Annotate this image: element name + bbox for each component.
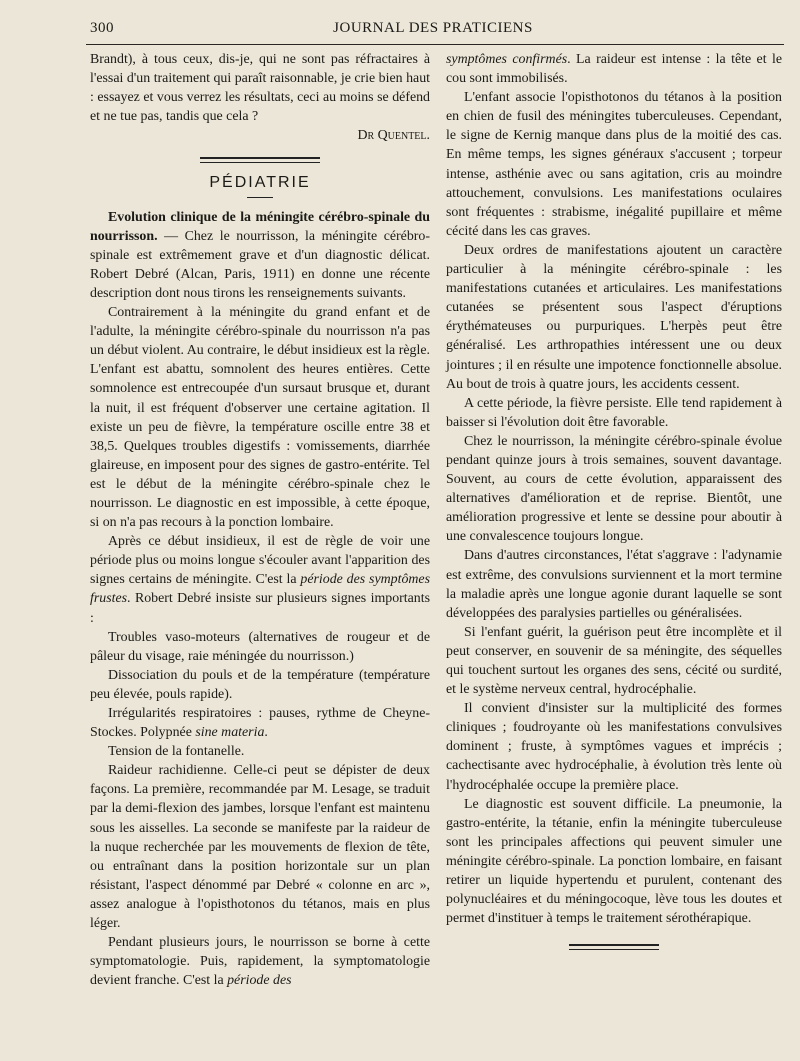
paragraph: L'enfant associe l'opisthotonos du tétanos à la position en chien de fusil des méningites tuberculeuses. Cependant, le signe de Kernig manque dans plus de la moitié des cas. En même temps, les signes généraux s'accusent ; torpeur intense, asthénie avec ou sans agitation, cris au moindre attouchement, convulsions. Les manifestations oculaires sont fréquentes : strabisme, inégalité pupillaire et même cécité dans les cas graves. [446,90,782,239]
italic-phrase: symptômes confirmés [446,52,568,67]
paragraph: Pendant plusieurs jours, le nourrisson se borne à cette symptomatologie. Puis, rapidement, la symptomatologie devient franche. C'est la période des [90,935,430,989]
paragraph: Raideur rachidienne. Celle-ci peut se dépister de deux façons. La première, recommandée par M. Lesage, se traduit par la demi-flexion des jambes, lorsque l'enfant est maintenu sous les aisselles. La seconde se manifeste par la raideur de la nuque recherchée par les mouvements de flexion de tête, ou entraînant dans la position horizontale sur un plan résistant, l'aspect dénommé par Debré « colonne en arc », assez analogue à l'opisthotonos du tétanos, mais en plus léger. [90,763,430,932]
paragraph: Deux ordres de manifestations ajoutent un caractère particulier à la méningite cérébro-spinale : les manifestations cutanées et articulaires. Les manifestations cutanées se présentent sous l'aspect d'éruptions érythémateuses ou purpuriques. L'herpès peut être généralisé. Les arthropathies intéressent une ou deux jointures ; il en résulte une impotence fonctionnelle absolue. Au bout de trois à quatre jours, les accidents cessent. [446,242,782,392]
paragraph: Après ce début insidieux, il est de règle de voir une période plus ou moins longue s'écouler avant l'apparition des signes certains de méningite. C'est la période des symptômes frustes. Robert Debré insiste sur plusieurs signes importants : [90,534,430,626]
section-title: PÉDIATRIE [209,174,311,192]
paragraph: Dans d'autres circonstances, l'état s'aggrave : l'adynamie est extrême, des convulsions surviennent et la mort termine la maladie après une longue agonie durant laquelle se sont développées des paralysies partielles ou généralisées. [446,548,782,621]
left-column [90,50,430,990]
paragraph: symptômes confirmés. La raideur est intense : la tête et le cou sont immobilisés. [446,52,783,87]
section-divider [200,157,320,163]
paragraph: Troubles vaso-moteurs (alternatives de rougeur et de pâleur du visage, raie méningée du nourrisson.) [90,629,430,664]
paragraph: Dissociation du pouls et de la température (température peu élevée, pouls rapide). [90,667,430,702]
header-rule [86,44,784,45]
paragraph: Le diagnostic est souvent difficile. La pneumonie, la gastro-entérite, la tétanie, enfin la méningite tuberculeuse sont les principales affections qui peuvent simuler une méningite cérébro-spinale. La ponction lombaire, en faisant retirer un liquide hypertendu et purulent, contenant des polynucléaires et du méningocoque, lève tous les doutes et permet d'instituer à temps le traitement sérothérapique. [446,796,782,927]
section-underline [247,197,273,198]
paragraph: Irrégularités respiratoires : pauses, rythme de Cheyne-Stockes. Polypnée sine materia. [90,706,430,741]
page-number: 300 [90,20,114,36]
article-lead: — Chez le nourrisson, la méningite cérébro-spinale est extrêmement grave et d'un diagnostic délicat. Robert Debré (Alcan, Paris, 1911) en donne une récente description dont nous tirons les renseignements suivants. [90,228,430,301]
end-divider [569,944,659,950]
italic-phrase: période des symptômes frustes [90,572,430,607]
italic-phrase: période des [227,973,292,989]
page-header [84,20,782,40]
paragraph: Chez le nourrisson, la méningite cérébro-spinale évolue pendant quinze jours à trois semaines, souvent davantage. Souvent, au cours de cette évolution, apparaissent des alternatives d'amélioration et de reprise. Bientôt, une amélioration progressive et lente se dessine pour aboutir à une convalescence toujours longue. [446,433,782,545]
paragraph: Contrairement à la méningite du grand enfant et de l'adulte, la méningite cérébro-spinale du nourrisson n'a pas un début violent. Au contraire, le début insidieux est la règle. L'enfant est abattu, somnolent des heures entières. Cette somnolence est entrecoupée d'un sursaut brusque et, durant la nuit, il est fréquent d'observer une certaine agitation. Il existe un peu de fièvre, la température oscille entre 38 et 38,5. Quelques troubles digestifs : vomissements, diarrhée glaireuse, en imposent pour des signes de gastro-entérite. Tel est le début de la méningite cérébro-spinale chez le nourrisson. Le diagnostic en est impossible, à cette époque, si on n'a pas recours à la ponction lombaire. [90,305,430,531]
paragraph: Si l'enfant guérit, la guérison peut être incomplète et il peut conserver, en souvenir de sa méningite, des séquelles qui touchent surtout les organes des sens, cécité ou surdité, et le système nerveux central, hydrocéphalie. [446,624,782,698]
signature: Dr Quentel. [357,128,430,144]
article-intro [90,208,430,303]
right-column [446,50,782,950]
paragraph: Brandt), à tous ceux, dis-je, qui ne sont pas réfractaires à l'essai d'un traitement qui paraît raisonnable, je crie bien haut : essayez et vous verrez les résultats, ceci au moins se défend et ne tue pas, tandis que cela ? [90,52,430,125]
paragraph: Tension de la fontanelle. [108,744,245,760]
journal-title: JOURNAL DES PRATICIENS [333,20,533,36]
article-title: Evolution clinique de la méningite cérébro-spinale du nourrisson. [90,209,430,244]
paragraph: A cette période, la fièvre persiste. Elle tend rapidement à baisser si l'évolution doit être favorable. [446,395,782,430]
italic-phrase: sine materia [195,725,265,741]
paragraph: Il convient d'insister sur la multiplicité des formes cliniques ; foudroyante où les manifestations convulsives dominent ; fruste, à symptômes vagues et imprécis ; cachectisante avec hydrocéphalie, à évolution très lente où l'hydrocéphalée occupe la première place. [446,701,782,793]
